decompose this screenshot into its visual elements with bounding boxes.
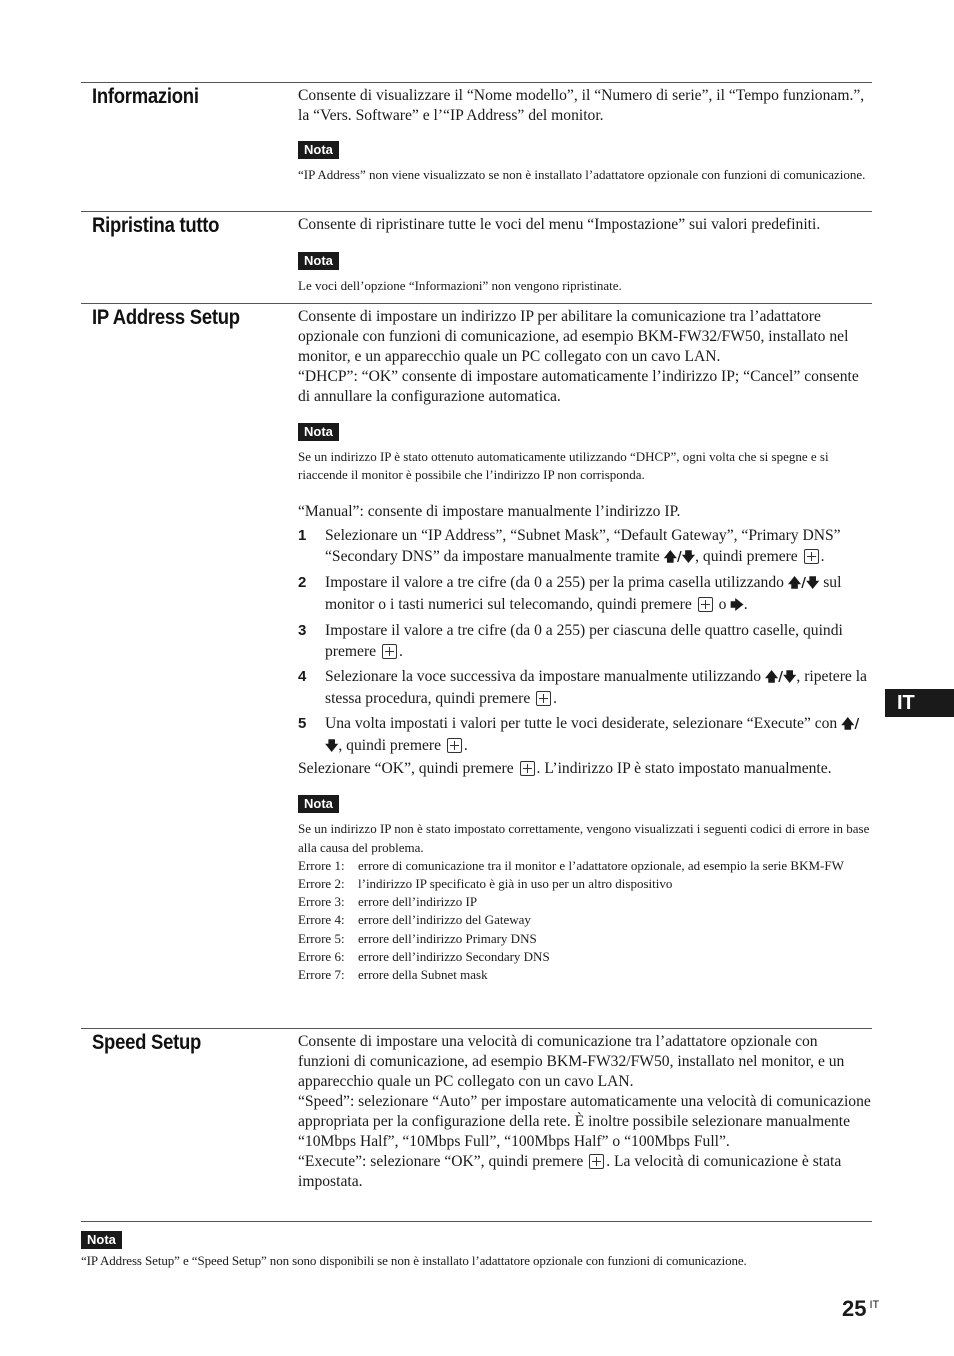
error-item: Errore 2: l’indirizzo IP specificato è già in uso per un altro dispositivo — [298, 876, 673, 892]
speed-text: “Speed”: selezionare “Auto” per impostare automaticamente una velocità di comunicazione appropriata per la configurazione della rete. È inoltre possibile selezionare manualmente “10Mbps Half”, “10Mbps Full”, “100Mbps Half” o “100Mbps Full”. — [298, 1093, 871, 1150]
nota-badge: Nota — [298, 252, 339, 270]
error-item: Errore 1: errore di comunicazione tra il monitor e l’adattatore opzionale, ad esempio la serie BKM-FW — [298, 857, 844, 873]
step-number: 1 — [298, 527, 307, 545]
section-text: Consente di visualizzare il “Nome modello”, il “Numero di serie”, il “Tempo funzionam.”, la “Vers. Software” e l’“IP Address” del monitor. — [298, 87, 865, 124]
manual-text: “Manual”: consente di impostare manualmente l’indirizzo IP. — [298, 503, 681, 521]
section-ip-address-setup — [81, 303, 872, 1028]
language-tab: IT — [885, 689, 954, 717]
step-number: 5 — [298, 715, 307, 733]
note-text: Le voci dell’opzione “Informazioni” non vengono ripristinate. — [298, 278, 622, 293]
section-speed-setup — [81, 1028, 872, 1222]
enter-button-icon — [536, 691, 551, 706]
ok-text: Selezionare “OK”, quindi premere . L’indirizzo IP è stato impostato manualmente. — [298, 760, 832, 778]
enter-button-icon — [447, 738, 462, 753]
section-text: Consente di impostare una velocità di comunicazione tra l’adattatore opzionale con funzioni di comunicazione, ad esempio BKM-FW32/FW50, installato nel monitor, e un apparecchio quale un PC collegato con un cavo LAN. — [298, 1033, 845, 1090]
section-title: Informazioni — [92, 85, 199, 108]
up-down-arrow-icon: 🡅/🡇 — [787, 576, 820, 592]
nota-badge: Nota — [298, 795, 339, 813]
step-number: 4 — [298, 668, 307, 686]
step-number: 3 — [298, 622, 307, 640]
enter-button-icon — [382, 644, 397, 659]
note-text: Se un indirizzo IP non è stato impostato correttamente, vengono visualizzati i seguenti codici di errore in base alla causa del problema. — [298, 821, 870, 855]
error-item: Errore 3: errore dell’indirizzo IP — [298, 894, 478, 910]
up-down-arrow-icon: 🡅/🡇 — [663, 550, 696, 566]
right-arrow-icon: 🡆 — [730, 598, 744, 614]
nota-badge: Nota — [81, 1231, 122, 1249]
error-item: Errore 5: errore dell’indirizzo Primary DNS — [298, 930, 537, 946]
enter-button-icon — [698, 597, 713, 612]
page-number: 25 $^{IT}$ — [842, 1296, 880, 1321]
step-1: 1 Selezionare un “IP Address”, “Subnet Mask”, “Default Gateway”, “Primary DNS” “Secondary DNS” da impostare manualmente tramite 🡅/🡇, quindi premere . — [298, 527, 841, 566]
section-ripristina — [81, 211, 872, 303]
section-text: Consente di ripristinare tutte le voci del menu “Impostazione” sui valori predefiniti. — [298, 216, 821, 233]
step-5: 5 Una volta impostati i valori per tutte le voci desiderate, selezionare “Execute” con 🡅/🡇, quindi premere . — [298, 715, 860, 755]
step-2: 2 Impostare il valore a tre cifre (da 0 a 255) per la prima casella utilizzando 🡅/🡇 sul monitor o i tasti numerici sul telecomando, quindi premere o 🡆. — [298, 574, 842, 614]
section-text: Consente di impostare un indirizzo IP per abilitare la comunicazione tra l’adattatore opzionale con funzioni di comunicazione, ad esempio BKM-FW32/FW50, installato nel monitor, e un apparecchio quale un PC collegato con un cavo LAN. — [298, 308, 849, 365]
footer-note — [81, 1231, 881, 1270]
step-number: 2 — [298, 574, 307, 592]
error-item: Errore 6: errore dell’indirizzo Secondary DNS — [298, 948, 550, 964]
nota-badge: Nota — [298, 141, 339, 159]
section-informazioni — [81, 82, 872, 211]
step-3: 3 Impostare il valore a tre cifre (da 0 a 255) per ciascuna delle quattro caselle, quindi premere . — [298, 622, 843, 661]
section-title: Ripristina tutto — [92, 214, 220, 237]
note-text: “IP Address” non viene visualizzato se non è installato l’adattatore opzionale con funzioni di comunicazione. — [298, 167, 866, 182]
execute-text: “Execute”: selezionare “OK”, quindi premere . La velocità di comunicazione è stata impostata. — [298, 1153, 842, 1190]
nota-badge: Nota — [298, 423, 339, 441]
enter-button-icon — [589, 1154, 604, 1169]
step-4: 4 Selezionare la voce successiva da impostare manualmente utilizzando 🡅/🡇, ripetere la stessa procedura, quindi premere . — [298, 668, 867, 708]
up-down-arrow-icon: 🡅/🡇 — [764, 670, 797, 686]
section-title: IP Address Setup — [92, 306, 240, 329]
up-down-arrow-icon: 🡅/🡇 — [325, 717, 860, 755]
dhcp-text: “DHCP”: “OK” consente di impostare automaticamente l’indirizzo IP; “Cancel” consente di annullare la configurazione automatica. — [298, 368, 859, 405]
note-text: Se un indirizzo IP è stato ottenuto automaticamente utilizzando “DHCP”, ogni volta che si spegne e si riaccende il monitor è possibile che l’indirizzo IP non corrisponda. — [298, 449, 829, 483]
error-item: Errore 7: errore della Subnet mask — [298, 967, 488, 983]
enter-button-icon — [804, 549, 819, 564]
section-title: Speed Setup — [92, 1031, 202, 1054]
footer-note-text: “IP Address Setup” e “Speed Setup” non sono disponibili se non è installato l’adattatore opzionale con funzioni di comunicazione. — [81, 1253, 747, 1268]
enter-button-icon — [520, 761, 535, 776]
error-item: Errore 4: errore dell’indirizzo del Gateway — [298, 912, 531, 928]
